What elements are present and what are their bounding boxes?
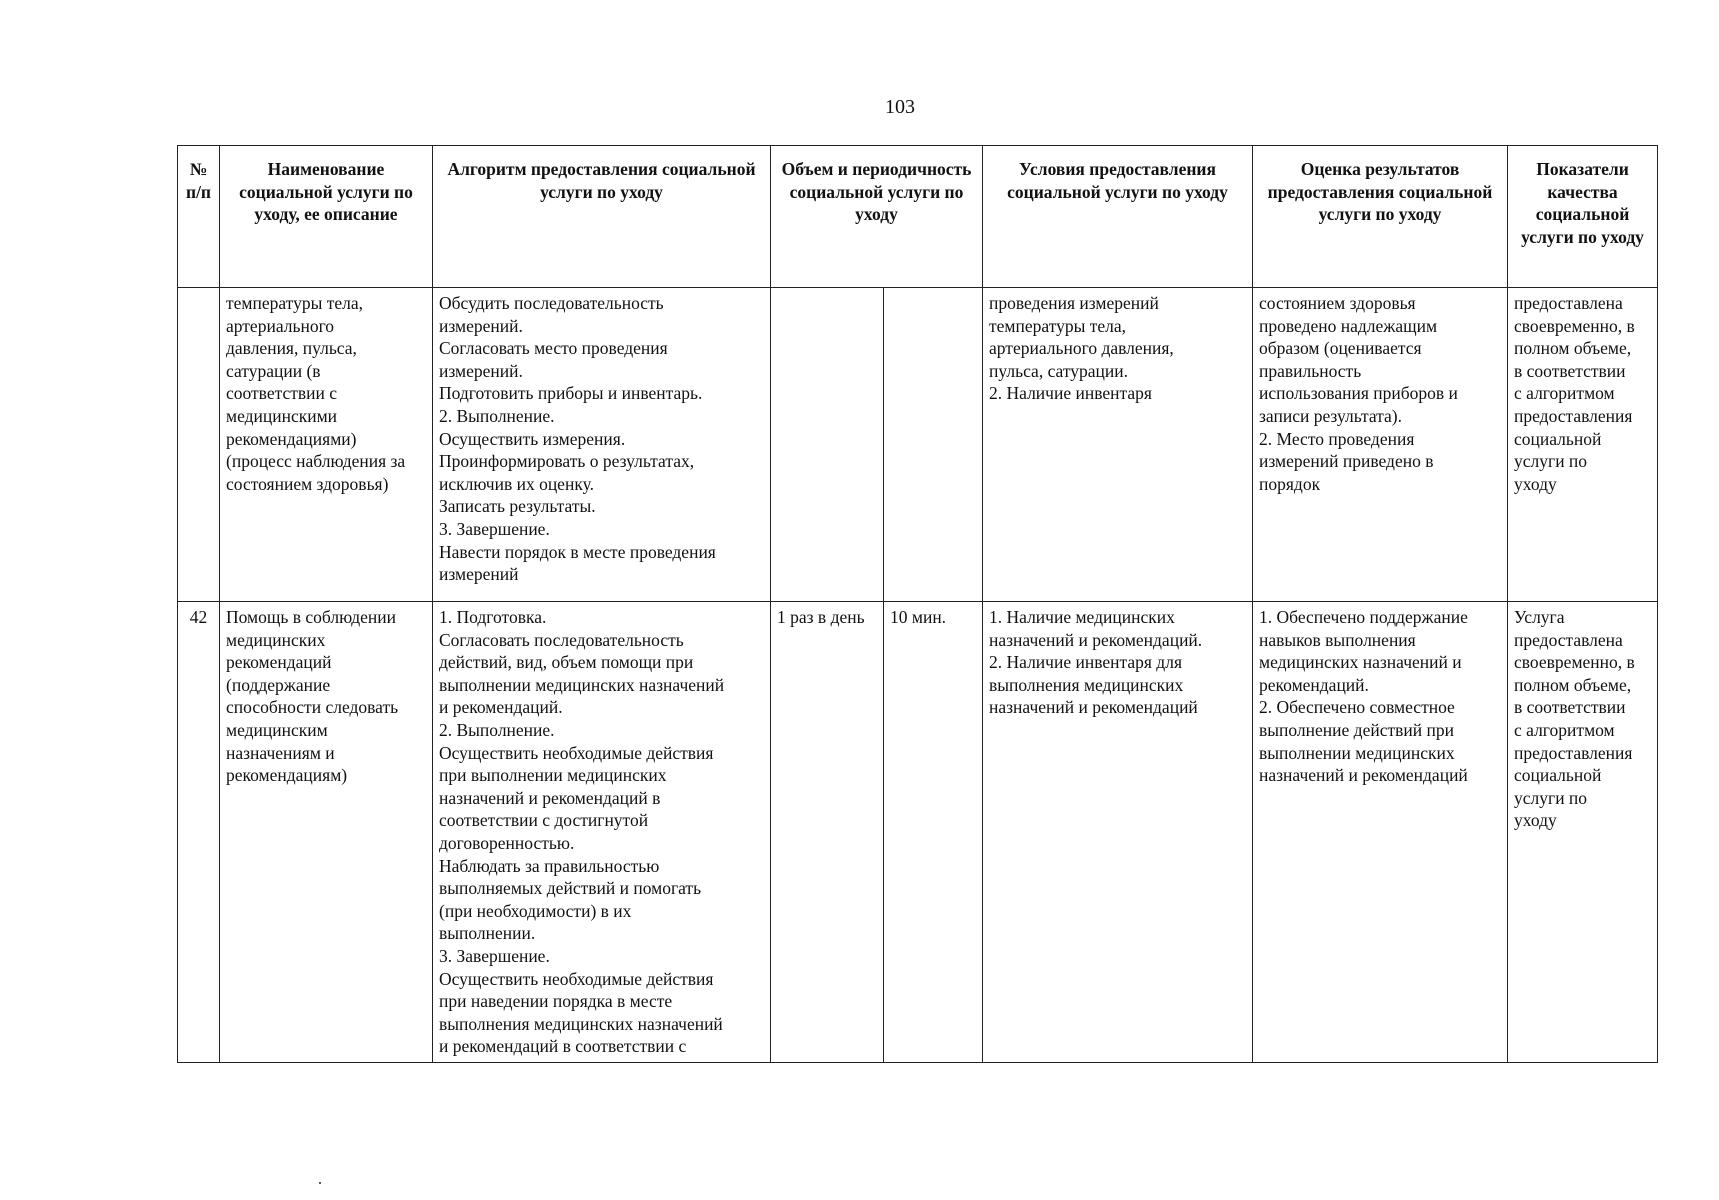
service-periodicity: 10 мин. bbox=[884, 602, 983, 1063]
service-evaluation: состоянием здоровья проведено надлежащим образом (оценивается правильность использования приборов и записи результата). 2. Место проведения измерений приведено в порядок bbox=[1253, 288, 1508, 602]
header-evaluation: Оценка результатов предоставления социальной услуги по уходу bbox=[1253, 146, 1508, 288]
header-conditions: Условия предоставления социальной услуги по уходу bbox=[983, 146, 1253, 288]
service-periodicity bbox=[884, 288, 983, 602]
header-name: Наименование социальной услуги по уходу, ее описание bbox=[220, 146, 433, 288]
service-name: температуры тела, артериального давления, пульса, сатурации (в соответствии с медицинскими рекомендациями) (процесс наблюдения за состоянием здоровья) bbox=[220, 288, 433, 602]
service-volume: 1 раз в день bbox=[771, 602, 884, 1063]
service-algorithm: 1. Подготовка. Согласовать последовательность действий, вид, объем помощи при выполнении медицинских назначений и рекомендаций. 2. Выполнение. Осуществить необходимые действия при выполнении медицинских назначений и рекомендаций в соответствии с достигнутой договоренностью. Наблюдать за правильностью выполняемых действий и помогать (при необходимости) в их выполнении. 3. Завершение. Осуществить необходимые действия при наведении порядка в месте выполнения медицинских назначений и рекомендаций в соответствии с bbox=[433, 602, 771, 1063]
header-num: № п/п bbox=[178, 146, 220, 288]
scan-speck bbox=[319, 1182, 321, 1184]
service-conditions: проведения измерений температуры тела, артериального давления, пульса, сатурации. 2. Наличие инвентаря bbox=[983, 288, 1253, 602]
table-row bbox=[178, 288, 1658, 602]
care-services-table bbox=[177, 145, 1658, 1063]
service-conditions: 1. Наличие медицинских назначений и рекомендаций. 2. Наличие инвентаря для выполнения медицинских назначений и рекомендаций bbox=[983, 602, 1253, 1063]
service-volume bbox=[771, 288, 884, 602]
service-algorithm: Обсудить последовательность измерений. Согласовать место проведения измерений. Подготовить приборы и инвентарь. 2. Выполнение. Осуществить измерения. Проинформировать о результатах, исключив их оценку. Записать результаты. 3. Завершение. Навести порядок в месте проведения измерений bbox=[433, 288, 771, 602]
service-evaluation: 1. Обеспечено поддержание навыков выполнения медицинских назначений и рекомендаций. 2. Обеспечено совместное выполнение действий при выполнении медицинских назначений и рекомендаций bbox=[1253, 602, 1508, 1063]
header-quality: Показатели качества социальной услуги по уходу bbox=[1508, 146, 1658, 288]
service-quality: предоставлена своевременно, в полном объеме, в соответствии с алгоритмом предоставления социальной услуги по уходу bbox=[1508, 288, 1658, 602]
table-row bbox=[178, 602, 1658, 1063]
header-algorithm: Алгоритм предоставления социальной услуги по уходу bbox=[433, 146, 771, 288]
row-number bbox=[178, 288, 220, 602]
page-number: 103 bbox=[885, 96, 915, 118]
service-quality: Услуга предоставлена своевременно, в полном объеме, в соответствии с алгоритмом предоставления социальной услуги по уходу bbox=[1508, 602, 1658, 1063]
service-name: Помощь в соблюдении медицинских рекомендаций (поддержание способности следовать медицинским назначениям и рекомендациям) bbox=[220, 602, 433, 1063]
row-number: 42 bbox=[178, 602, 220, 1063]
header-volume: Объем и периодичность социальной услуги по уходу bbox=[771, 146, 983, 288]
header-row bbox=[178, 146, 1658, 288]
